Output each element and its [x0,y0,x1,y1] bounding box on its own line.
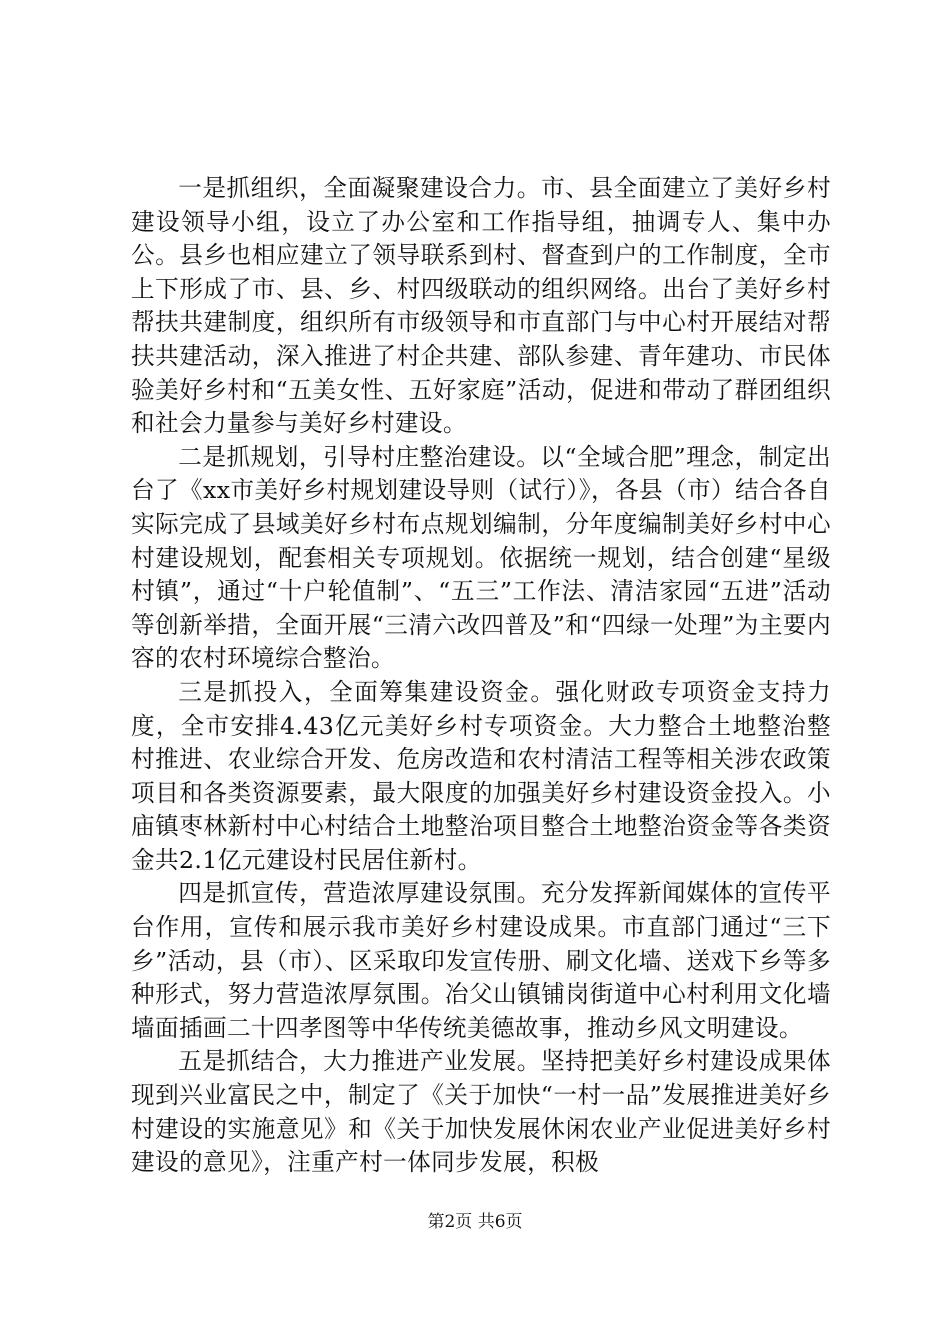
paragraph-integration: 五是抓结合，大力推进产业发展。坚持把美好乡村建设成果体现到兴业富民之中，制定了《关于加快“一村一品”发展推进美好乡村建设的实施意见》和《关于加快发展休闲农业产业促进美好乡村建设的意见》，注重产村一体同步发展，积极 [131,1047,831,1177]
paragraph-investment: 三是抓投入，全面筹集建设资金。强化财政专项资金支持力度，全市安排4.43亿元美好乡村专项资金。大力整合土地整治整村推进、农业综合开发、危房改造和农村清洁工程等相关涉农政策项目和各类资源要素，最大限度的加强美好乡村建设资金投入。小庙镇枣林新村中心村结合土地整治项目整合土地整治资金等各类资金共2.1亿元建设村民居住新村。 [131,677,831,874]
paragraph-publicity: 四是抓宣传，营造浓厚建设氛围。充分发挥新闻媒体的宣传平台作用，宣传和展示我市美好乡村建设成果。市直部门通过“三下乡”活动，县（市）、区采取印发宣传册、刷文化墙、送戏下乡等多种形式，努力营造浓厚氛围。冶父山镇铺岗街道中心村利用文化墙墙面插画二十四孝图等中华传统美德故事，推动乡风文明建设。 [131,879,831,1042]
document-body [131,172,831,1180]
page-number-footer: 第2页 共6页 [427,1212,523,1232]
paragraph-planning: 二是抓规划，引导村庄整治建设。以“全域合肥”理念，制定出台了《xx市美好乡村规划建设导则（试行）》，各县（市）结合各自实际完成了县域美好乡村布点规划编制，分年度编制美好乡村中心村建设规划，配套相关专项规划。依据统一规划，结合创建“星级村镇”，通过“十户轮值制”、“五三”工作法、清洁家园“五进”活动等创新举措，全面开展“三清六改四普及”和“四绿一处理”为主要内容的农村环境综合整治。 [131,442,831,673]
paragraph-organization: 一是抓组织，全面凝聚建设合力。市、县全面建立了美好乡村建设领导小组，设立了办公室和工作指导组，抽调专人、集中办公。县乡也相应建立了领导联系到村、督查到户的工作制度，全市上下形成了市、县、乡、村四级联动的组织网络。出台了美好乡村帮扶共建制度，组织所有市级领导和市直部门与中心村开展结对帮扶共建活动，深入推进了村企共建、部队参建、青年建功、市民体验美好乡村和“五美女性、五好家庭”活动，促进和带动了群团组织和社会力量参与美好乡村建设。 [131,174,831,438]
